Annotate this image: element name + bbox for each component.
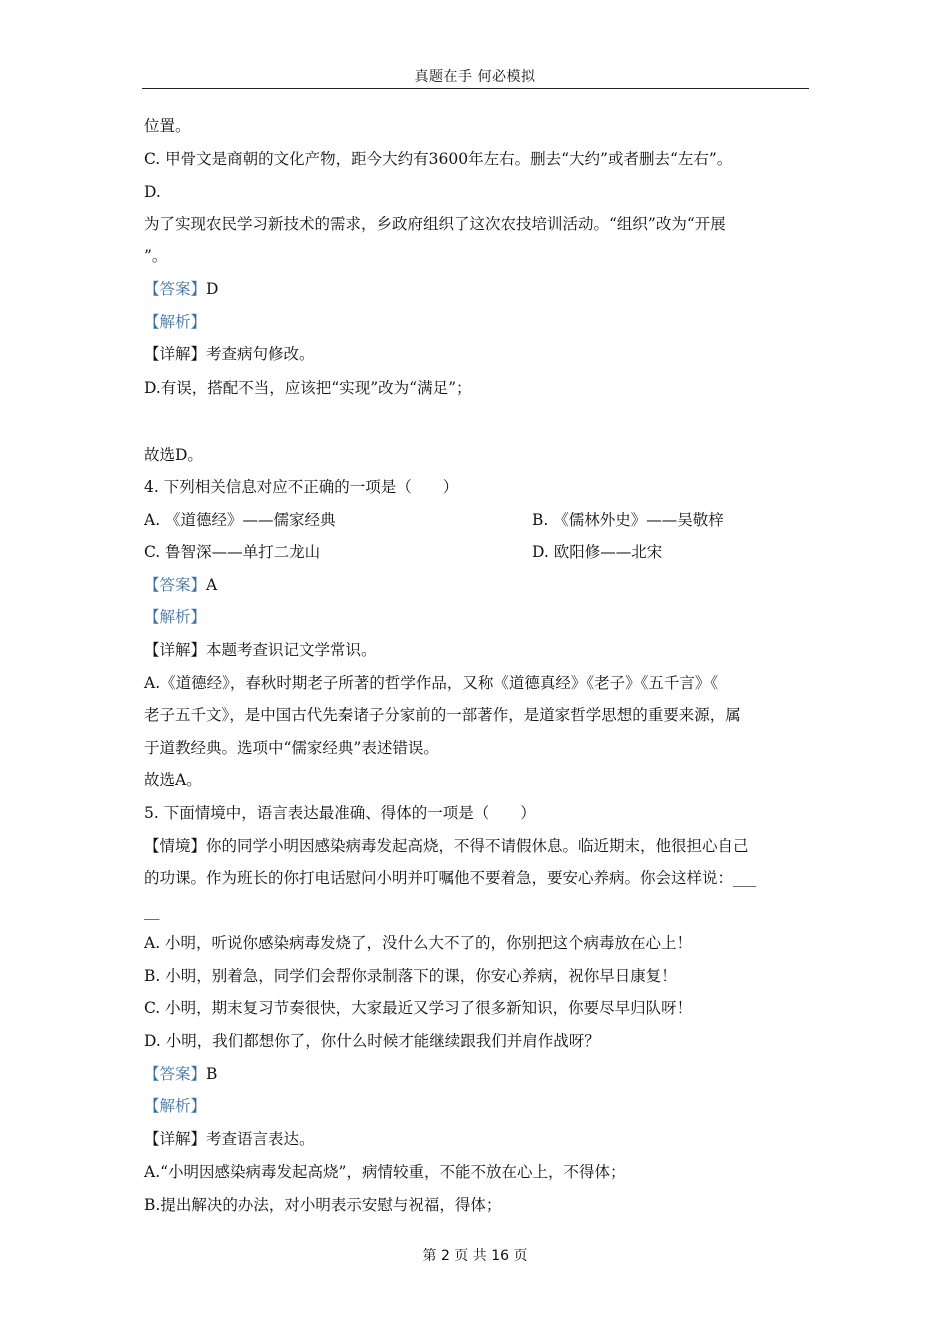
text-line: 老子五千文》，是中国古代先秦诸子分家前的一部著作，是道家哲学思想的重要来源，属 xyxy=(144,706,741,724)
text-line: A.“小明因感染病毒发起高烧”，病情较重，不能不放在心上，不得体； xyxy=(144,1163,626,1181)
text-line: 故选D。 xyxy=(144,446,203,464)
answer-line xyxy=(144,278,218,300)
text-line: 位置。 xyxy=(144,117,191,135)
text-line: 故选A。 xyxy=(144,771,202,789)
option-c: C. 鲁智深——单打二龙山 xyxy=(144,543,321,561)
text-line: B.提出解决的办法，对小明表示安慰与祝福，得体； xyxy=(144,1196,502,1214)
question-5: 5. 下面情境中，语言表达最准确、得体的一项是（ ） xyxy=(144,804,536,822)
option-d: D. 小明，我们都想你了，你什么时候才能继续跟我们并肩作战呀？ xyxy=(144,1032,600,1050)
answer-value: B xyxy=(206,1065,218,1083)
option-c: C. 小明，期末复习节奏很快，大家最近又学习了很多新知识，你要尽早归队呀！ xyxy=(144,999,693,1017)
text-line: C. 甲骨文是商朝的文化产物，距今大约有3600年左右。删去“大约”或者删去“左右”。 xyxy=(144,150,733,168)
option-b: B. 《儒林外史》——吴敬梓 xyxy=(532,511,724,529)
option-d: D. 欧阳修——北宋 xyxy=(532,543,663,561)
option-b: B. 小明，别着急，同学们会帮你录制落下的课，你安心养病，祝你早日康复！ xyxy=(144,967,677,985)
answer-value: D xyxy=(206,280,219,298)
answer-tag: 【答案】 xyxy=(144,280,207,298)
answer-tag: 【答案】 xyxy=(144,576,207,594)
text-line: ”。 xyxy=(144,247,168,265)
text-line: 于道教经典。选项中“儒家经典”表述错误。 xyxy=(144,739,439,757)
page-number: 第 2 页 共 16 页 xyxy=(422,1248,528,1264)
text-line: 【详解】本题考查识记文学常识。 xyxy=(144,641,377,659)
text-line: 【详解】考查语言表达。 xyxy=(144,1130,315,1148)
text-line: 的功课。作为班长的你打电话慰问小明并叮嘱他不要着急，要安心养病。你会这样说：___ xyxy=(144,869,757,887)
text-line: A.《道德经》，春秋时期老子所著的哲学作品，又称《道德真经》《老子》《五千言》《 xyxy=(144,674,719,692)
text-line: __ xyxy=(144,902,160,920)
text-line: D. xyxy=(144,183,161,201)
option-a: A. 小明，听说你感染病毒发烧了，没什么大不了的，你别把这个病毒放在心上！ xyxy=(144,934,693,952)
question-4: 4. 下列相关信息对应不正确的一项是（ ） xyxy=(144,478,459,496)
answer-value: A xyxy=(206,576,218,594)
answer-tag: 【答案】 xyxy=(144,1065,207,1083)
answer-line xyxy=(144,1063,217,1085)
analysis-tag: 【解析】 xyxy=(144,608,207,626)
text-line: 为了实现农民学习新技术的需求，乡政府组织了这次农技培训活动。“组织”改为“开展 xyxy=(144,215,726,233)
answer-line xyxy=(144,574,217,596)
text-line: D.有误，搭配不当，应该把“实现”改为“满足”； xyxy=(144,379,472,397)
option-a: A. 《道德经》——儒家经典 xyxy=(144,511,336,529)
page-header-title: 真题在手 何必模拟 xyxy=(414,69,536,85)
text-line: 【详解】考查病句修改。 xyxy=(144,345,315,363)
text-line: 【情境】你的同学小明因感染病毒发起高烧，不得不请假休息。临近期末，他很担心自己 xyxy=(144,837,749,855)
analysis-tag: 【解析】 xyxy=(144,313,207,331)
analysis-tag: 【解析】 xyxy=(144,1097,207,1115)
